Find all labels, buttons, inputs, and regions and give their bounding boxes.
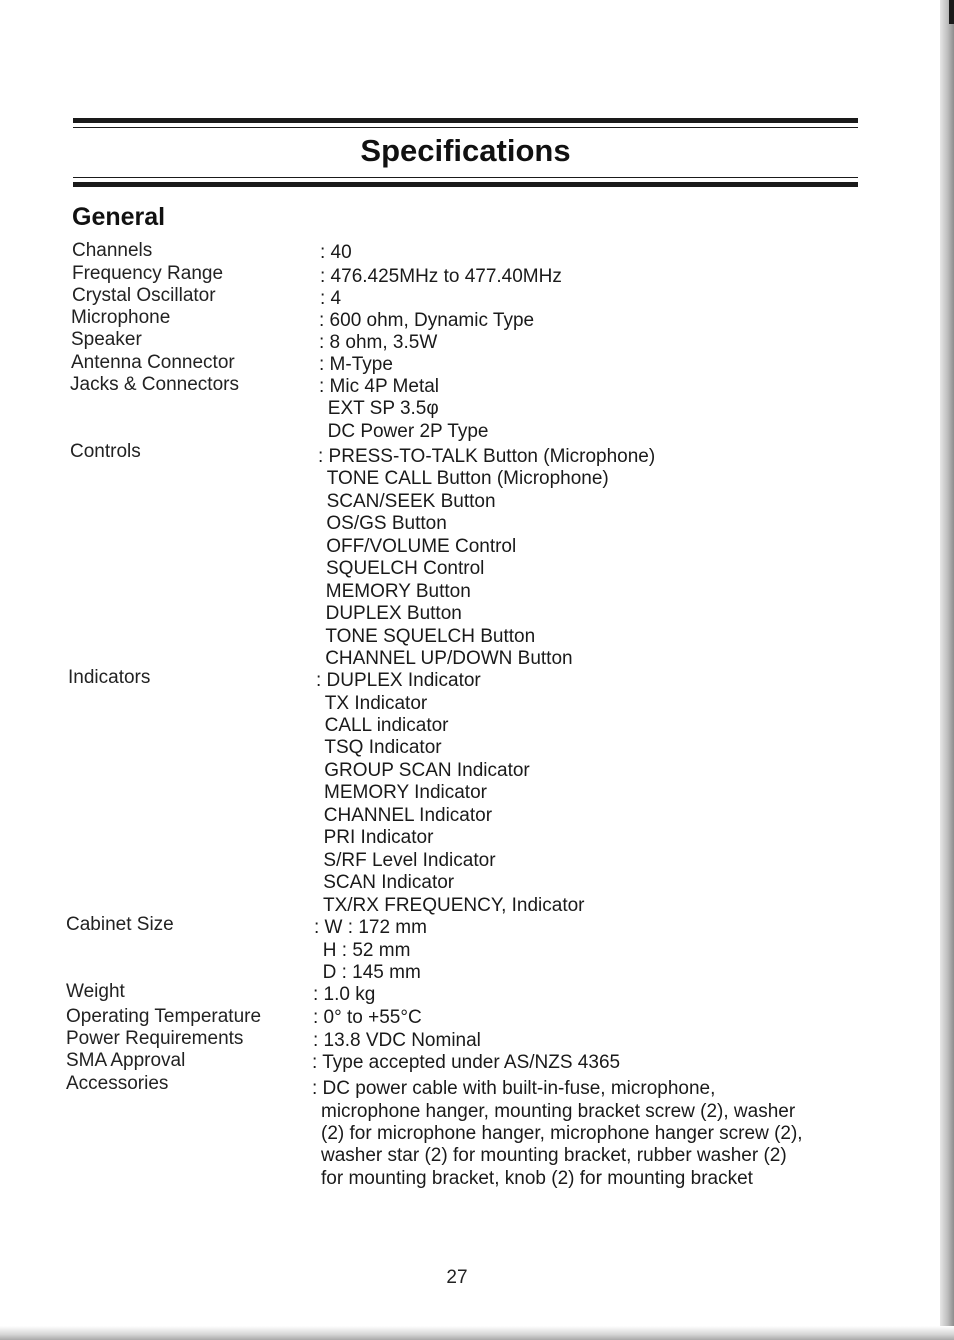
spec-value-line: (2) for microphone hanger, microphone hanger screw (2), [321, 1122, 803, 1144]
spec-value-line: for mounting bracket, knob (2) for mounting bracket [321, 1167, 753, 1189]
spec-value-line: : 1.0 kg [313, 984, 376, 1005]
spec-label: Channels [72, 240, 153, 261]
page-number: 27 [446, 1267, 468, 1288]
spec-value-line: : Type accepted under AS/NZS 4365 [312, 1052, 621, 1073]
spec-value-line: : 13.8 VDC Nominal [313, 1030, 481, 1051]
spec-value-line: S/RF Level Indicator [323, 849, 496, 871]
spec-label: SMA Approval [66, 1050, 186, 1071]
spec-label: Frequency Range [72, 263, 224, 284]
spec-value-line: CHANNEL UP/DOWN Button [325, 648, 573, 669]
spec-value-line: : 0° to +55°C [313, 1007, 422, 1028]
spec-label: Power Requirements [66, 1028, 244, 1049]
spec-label: Jacks & Connectors [70, 374, 239, 395]
spec-label: Controls [70, 441, 141, 462]
top-rule-thick [73, 118, 858, 123]
top-rule-thin [73, 127, 858, 128]
spec-value-line: SCAN/SEEK Button [326, 490, 496, 512]
spec-value-line: MEMORY Button [325, 580, 471, 602]
bottom-rule-thick [73, 182, 858, 187]
page-right-edge [940, 0, 954, 1340]
spec-value-line: : 40 [320, 242, 352, 263]
spec-value-line: : 4 [320, 288, 342, 309]
spec-value-line: washer star (2) for mounting bracket, rubber washer (2) [321, 1145, 787, 1167]
page-bottom-edge [0, 1326, 954, 1340]
spec-value-line: OFF/VOLUME Control [326, 535, 517, 557]
spec-value-line: H : 52 mm [322, 939, 411, 961]
spec-value-line: TONE SQUELCH Button [325, 625, 536, 647]
spec-label: Cabinet Size [66, 914, 174, 935]
edge-mark [949, 0, 954, 24]
spec-label: Accessories [66, 1073, 169, 1094]
spec-value-line: : 8 ohm, 3.5W [319, 332, 438, 353]
page-title: Specifications [360, 133, 571, 168]
spec-label: Speaker [71, 329, 142, 350]
spec-value-line: : 476.425MHz to 477.40MHz [320, 266, 562, 287]
spec-value-line: : Mic 4P Metal [319, 376, 440, 397]
spec-label: Operating Temperature [66, 1006, 262, 1027]
spec-value-line: D : 145 mm [322, 961, 421, 983]
spec-value-line: TX/RX FREQUENCY, Indicator [323, 894, 585, 916]
spec-value-line: CHANNEL Indicator [323, 804, 493, 826]
spec-value-line: DC Power 2P Type [327, 420, 489, 442]
spec-label: Microphone [71, 307, 171, 328]
spec-value-line: : W : 172 mm [314, 917, 427, 938]
spec-value-line: : DC power cable with built-in-fuse, microphone, [312, 1078, 716, 1099]
spec-value-line: : 600 ohm, Dynamic Type [319, 310, 535, 331]
section-title: General [72, 203, 166, 231]
spec-value-line: SCAN Indicator [323, 872, 455, 893]
spec-value-line: EXT SP 3.5φ [327, 398, 439, 420]
spec-value-line: : PRESS-TO-TALK Button (Microphone) [318, 446, 656, 467]
spec-value-line: : M-Type [319, 354, 393, 375]
spec-value-line: TONE CALL Button (Microphone) [326, 468, 609, 490]
spec-value-line: OS/GS Button [326, 513, 447, 535]
spec-value-line: TX Indicator [324, 692, 428, 714]
spec-value-line: DUPLEX Button [325, 603, 462, 625]
spec-label: Antenna Connector [71, 352, 235, 373]
spec-value-line: TSQ Indicator [324, 737, 442, 759]
spec-value-line: microphone hanger, mounting bracket screw (2), washer [321, 1100, 796, 1122]
spec-value-line: SQUELCH Control [326, 558, 485, 580]
spec-label: Weight [66, 981, 125, 1002]
spec-value-line: PRI Indicator [323, 827, 434, 849]
spec-value-line: CALL indicator [324, 714, 449, 736]
spec-label: Crystal Oscillator [72, 285, 216, 306]
bottom-rule-thin [73, 177, 858, 178]
spec-value-line: : DUPLEX Indicator [316, 670, 481, 691]
spec-value-line: MEMORY Indicator [324, 782, 487, 804]
spec-label: Indicators [68, 667, 151, 688]
spec-value-line: GROUP SCAN Indicator [324, 759, 530, 781]
